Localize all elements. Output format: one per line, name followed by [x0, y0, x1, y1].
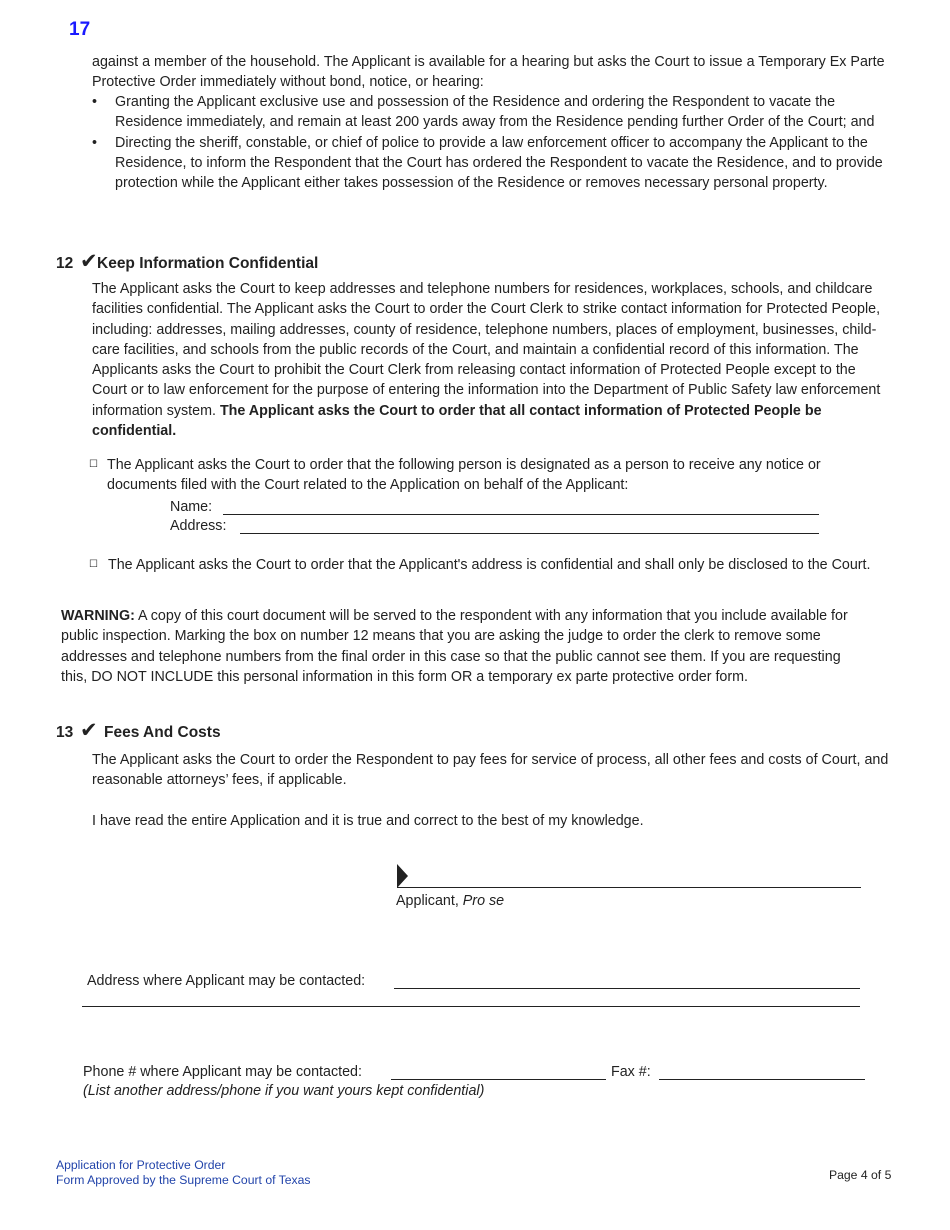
bullet-item [92, 92, 892, 133]
address-label: Address: [170, 518, 227, 534]
bullet-text: Directing the sheriff, constable, or chief of police to provide a law enforcement officer to accompany the Applicant to the Residence, to inform the Respondent that the Court has ordered the Respondent to vacate the Residence, and to provide protection while the Applicant either takes possession of the Residence or removes necessary personal property. [115, 134, 883, 192]
warning-label: WARNING: [61, 608, 135, 624]
intro-bullet-list [92, 92, 892, 193]
bullet-glyph: • [92, 134, 98, 151]
page-counter: Page 4 of 5 [829, 1168, 892, 1182]
warning-paragraph [61, 606, 851, 687]
phone-label: Phone # where Applicant may be contacted: [83, 1064, 362, 1080]
contact-address-label: Address where Applicant may be contacted: [87, 973, 366, 989]
contact-note: (List another address/phone if you want yours kept confidential) [83, 1083, 485, 1099]
fax-field-line[interactable] [659, 1079, 865, 1080]
section-13-title: Fees And Costs [104, 724, 221, 741]
phone-field-line[interactable] [391, 1079, 606, 1080]
page-marker: 17 [69, 19, 91, 40]
signature-line[interactable] [397, 887, 861, 888]
warning-text: A copy of this court document will be served to the respondent with any information that you include available for public inspection. Marking the box on number 12 means that you are asking the judge to order the clerk to remove some addresses and telephone numbers from the final order in this case so that the public cannot see them. If you are requesting this, DO NOT INCLUDE this personal information in this form OR a temporary ex parte protective order form. [61, 608, 848, 685]
option-designee-text: The Applicant asks the Court to order that the following person is designated as a person to receive any notice or documents filed with the Court related to the Application on behalf of the Applicant: [107, 457, 821, 494]
footer-line-2: Form Approved by the Supreme Court of Texas [56, 1173, 311, 1187]
fax-label: Fax #: [611, 1064, 651, 1080]
section-12-body [92, 279, 892, 441]
section-13-checkbox[interactable]: ✔ [80, 719, 98, 742]
address-field-line[interactable] [240, 533, 819, 534]
attestation-text: I have read the entire Application and it is true and correct to the best of my knowledge. [92, 813, 644, 829]
footer-line-1: Application for Protective Order [56, 1158, 226, 1172]
bullet-text: Granting the Applicant exclusive use and possession of the Residence and ordering the Respondent to vacate the Residence immediately, and remain at least 200 yards away from the Residence pending further Order of the Court; and [115, 94, 875, 131]
bullet-glyph: • [92, 94, 98, 110]
section-13-number: 13 [56, 724, 74, 741]
name-field-line[interactable] [223, 514, 819, 515]
option-designee [89, 455, 879, 496]
contact-address-line[interactable] [394, 988, 860, 989]
signature-label [396, 891, 504, 911]
section-13-body: The Applicant asks the Court to order the Respondent to pay fees for service of process, all other fees and costs of Court, and reasonable attorneys’ fees, if applicable. [92, 752, 889, 789]
checkbox-address-confidential[interactable]: ☐ [89, 559, 98, 570]
section-12-title: Keep Information Confidential [97, 255, 319, 272]
bullet-item [92, 133, 892, 194]
section-12-heading [56, 252, 318, 274]
option-address-confidential [89, 555, 893, 575]
footer-form-info [56, 1158, 310, 1188]
contact-address-line-2[interactable] [82, 1006, 860, 1007]
section-12-number: 12 [56, 255, 74, 272]
section-12-body-bold: The Applicant asks the Court to order that all contact information of Protected People be confidential. [92, 402, 822, 440]
intro-paragraph: against a member of the household. The Applicant is available for a hearing but asks the Court to issue a Temporary Ex Parte Protective Order immediately without bond, notice, or hearing: [92, 54, 885, 91]
sign-here-arrow-icon [397, 864, 408, 888]
name-label: Name: [170, 499, 213, 515]
section-12-checkbox[interactable]: ✔ [80, 250, 98, 273]
signature-label-italic: Pro se [462, 893, 505, 909]
signature-label-text: Applicant, [396, 893, 463, 909]
option-address-confidential-text: The Applicant asks the Court to order that the Applicant's address is confidential and shall only be disclosed to the Court. [108, 557, 871, 573]
section-12-body-text: The Applicant asks the Court to keep addresses and telephone numbers for residences, workplaces, schools, and childcare facilities confidential. The Applicant asks the Court to order the Court Clerk to strike contact information for Protected People, including: addresses, mailing addresses, county of residence, telephone numbers, places of employment, businesses, child-care facilities, and schools from the public records of the Court, and maintain a confidential record of this information. The Applicants asks the Court to prohibit the Court Clerk from releasing contact information of Protected People except to the Court or to law enforcement for the purpose of entering the information into the Department of Public Safety law enforcement information system. [92, 281, 881, 419]
section-13-heading [56, 721, 221, 743]
checkbox-designee[interactable]: ☐ [89, 459, 98, 470]
